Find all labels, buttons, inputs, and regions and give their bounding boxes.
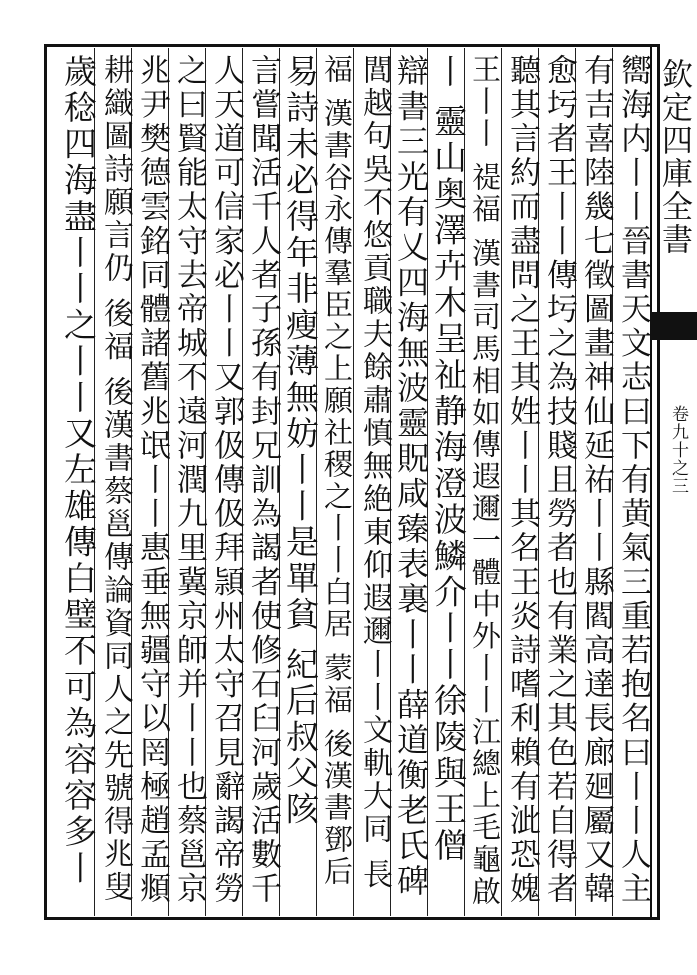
- text-column-14: 兆尹樊德雲銘同體諸舊兆氓丨丨惠垂無疆守以罔極趙孟頫: [134, 54, 170, 907]
- book-title: 欽定四庫全書: [656, 58, 692, 256]
- text-column-13: 之曰賢能太守去帝城不遠河潤九里冀京師并丨丨也蔡邕京: [171, 54, 207, 907]
- text-column-7: 辯書三光有乂四海無波靈貺咸臻表裏丨丨薛道衡老氏碑: [392, 54, 430, 899]
- fish-tail-line: [652, 338, 697, 346]
- fish-tail-mark: [652, 312, 697, 338]
- text-column-9: 福 漢書谷永傳羣臣之上願社稷之丨丨白居 蒙福 後漢書鄧后: [320, 54, 354, 888]
- text-column-2: 有吉喜陸㡬七徵圖畫神仙延祐丨丨縣閻高達長廊廻屬又韓: [578, 54, 614, 907]
- text-column-11: 言嘗聞活千人者子孫有封兄訓為謁者使修石臼河歲活數千: [245, 54, 281, 907]
- text-column-15: 耕織圖詩願言仍 後福 後漢書蔡邕傳論資同人之先號得兆叟: [98, 54, 133, 905]
- text-column-5: 王丨丨 禔福 漢書司馬相如傳遐邇一體中外丨丨江總上毛龜啟: [468, 54, 502, 908]
- text-column-6: 丨 靈山奥澤卉木呈祉静海澄波鱗介丨丨徐陵與王僧: [429, 54, 468, 865]
- text-column-3: 愈圬者王丨丨傳圬之為技賤且勞者也有業之其色若自得者: [541, 54, 577, 907]
- text-column-10: 易詩未必得年非瘦薄無妨丨丨是單貧 紀后叔父陔: [281, 54, 320, 828]
- text-column-4: 聽其言約而盡問之王其姓丨丨其名王炎詩嗜利賴有泚恐媿: [504, 54, 540, 907]
- text-column-12: 人天道可信家必丨丨又郭伋傳伋拜頴州太守召見辭謁帝勞: [208, 54, 244, 907]
- text-column-8: 閭越句吳不悠貢職夫餘肅慎無絶東仰遐邇丨丨文軌大同 長: [357, 54, 392, 892]
- text-column-16: 歲稔四海盡丨丨之丨丨又左雄傳白璧不可為容容多丨: [59, 54, 98, 887]
- volume-label: 卷九十之三: [668, 405, 688, 495]
- text-column-1: 嚮海内丨丨晉書天文志曰下有黄氣三重若抱名曰丨丨人主: [615, 54, 651, 907]
